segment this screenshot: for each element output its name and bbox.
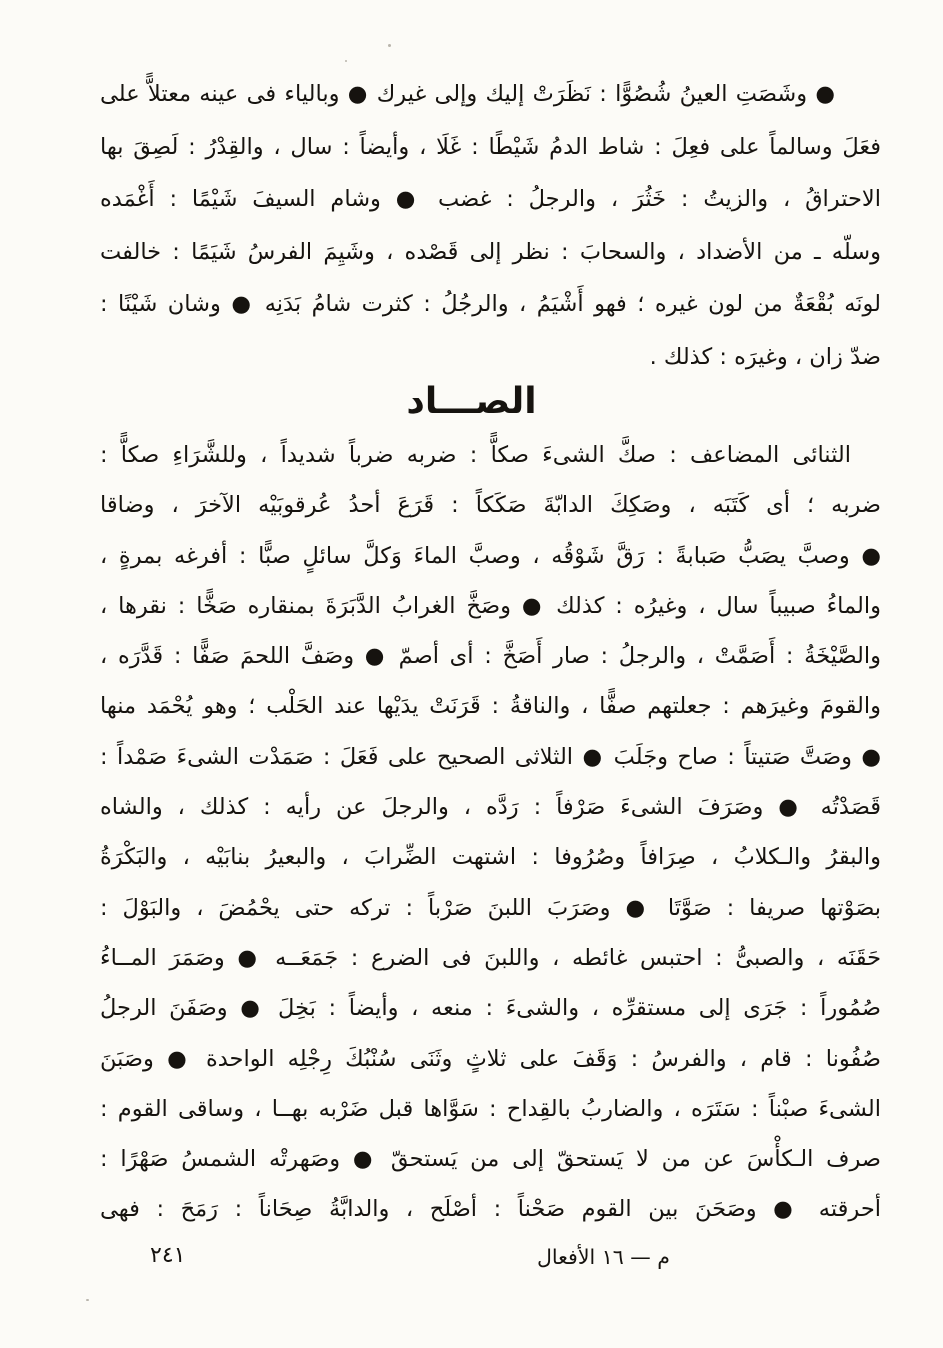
- text-line: بصَوْتها صريفا : صَوَّتَا ● وصَرَبَ اللبنَ صَرْباً : تركه حتى يحْمُضَ ، والبَوْلَ :: [100, 894, 881, 921]
- text-line: الثنائى المضاعف : صكَّ الشىءَ صكاًّ : ضربه ضرباً شديداً ، وللشَّرَاءِ صكاًّ :: [100, 442, 851, 468]
- text-line: ● وصَتَّ صَتيتاً : صاح وجَلَبَ ● الثلاثى الصحيح على فَعَلَ : صَمَدْت الشىءَ صَمْداً :: [100, 743, 881, 770]
- text-line: ● وشَصَتِ العينُ شُصُوًّا : نَظَرَتْ إليك وإلى غيرك ● وبالياء فى عينه معتلاًّ على: [100, 81, 835, 107]
- scan-speck: [345, 60, 347, 62]
- text-line: ضربه ؛ أى كَتَبَه ، وصَكِكَ الدابّةَ صَكَكاً : قَرَعَ أحدُ عُرقوبَيْه الآخرَ ، وضاقا: [100, 492, 881, 519]
- intro-paragraph: [100, 68, 881, 383]
- text-line: صُمُوراً : جَرَى إلى مستقرِّه ، والشىءَ : منعه ، وأيضاً : بَخِلَ ● وصَفَنَ الرجلُ: [100, 995, 881, 1022]
- text-line: ضدّ زان ، وغيرَه : كذلك .: [649, 343, 881, 370]
- text-line: حَقَنَه ، والصبىُّ : احتبس غائطه ، واللبنَ فى الضرع : جَمَعَــه ● وصَمَرَ المــاءُ: [100, 944, 881, 971]
- text-line: والصَّيْخَةُ : أَصَمَّتْ ، والرجلُ : صار أَصَخَّ : أى أصمّ ● وصَفَّ اللحمَ صَفًّا : قَدَّرَه ،: [100, 643, 881, 670]
- text-line: صُفُونا : قام ، والفرسُ : وَقَفَ على ثلاثٍ وثَنَى سُنْبُكَ رِجْلِه الواحدة ● وصَبَنَ: [100, 1045, 881, 1072]
- text-line: الاحتراقُ ، والزيتُ : خَثُرَ ، والرجلُ : غضب ● وشام السيفَ شَيْمًا : أَغْمَده: [100, 186, 881, 212]
- text-line: والبقرُ والـكلابُ ، صِرَافاً وصُرُوفا : اشتهت الضِّرابَ ، والبعيرُ بنابَيْه ، والبَكْرَةُ: [100, 844, 881, 871]
- text-line: أحرقته ● وصَحَنَ بين القوم صَحْناً : أصْلَح ، والدابَّةُ صِحَاناً : رَمَحَ : فهى: [100, 1196, 881, 1223]
- text-line: والقومَ وغيرَهم : جعلتهم صفًّا ، والناقةُ : قَرَنَتْ يدَيْها عند الحَلْب ؛ وهو يُحْمَد منها: [100, 693, 881, 720]
- scan-speck: [388, 44, 391, 47]
- text-line: الشىءَ صبْناً : سَتَرَه ، والضاربُ بالقِداح : سَوَّاها قبل ضَرْبه بهــا ، وساقى القوم :: [100, 1095, 881, 1122]
- text-line: والماءُ صبيباً سال ، وغيرُه : كذلك ● وصَخَّ الغرابُ الدَّبَرَةَ بمنقاره صَخًّا : نقرها ،: [100, 592, 881, 619]
- page-number: ٢٤١: [150, 1243, 186, 1268]
- section-heading: الصـــاد: [406, 381, 537, 422]
- text-line: فعَلَ وسالماً على فعِلَ : شاط الدمُ شَيْطًا : غَلَا ، وأيضاً : سال ، والقِدْرُ : لَصِقَ بها: [100, 133, 881, 160]
- text-line: وسلّه ـ من الأضداد ، والسحابَ : نظر إلى قَصْده ، وشَيِمَ الفرسُ شَيَمًا : خالفت: [100, 238, 881, 265]
- sad-section-paragraph: [100, 430, 881, 1235]
- text-line: صرف الـكأْسَ عن من لا يَستحقّ إلى من يَستحقّ ● وصَهرتْه الشمسُ صَهْرًا :: [100, 1146, 881, 1173]
- book-signature: م — ١٦ الأفعال: [537, 1245, 670, 1269]
- text-line: ● وصبَّ يصَبُّ صَبابةً : رَقَّ شَوْقُه ، وصبَّ الماءَ وَكلَّ سائلٍ صبًّا : أفرغه بمرةٍ ،: [100, 542, 881, 569]
- scan-speck: [86, 1299, 89, 1301]
- text-line: لونَه بُقْعَةٌ من لون غيره ؛ فهو أَشْيَمُ ، والرجُلُ : كثرت شامُ بَدَنِه ● وشان شَيْنًا :: [100, 291, 881, 317]
- text-line: قَصَدْتُه ● وصَرَفَ الشىءَ صَرْفاً : رَدَّه ، والرجلَ عن رأيه : كذلك ، والشاه: [100, 794, 881, 821]
